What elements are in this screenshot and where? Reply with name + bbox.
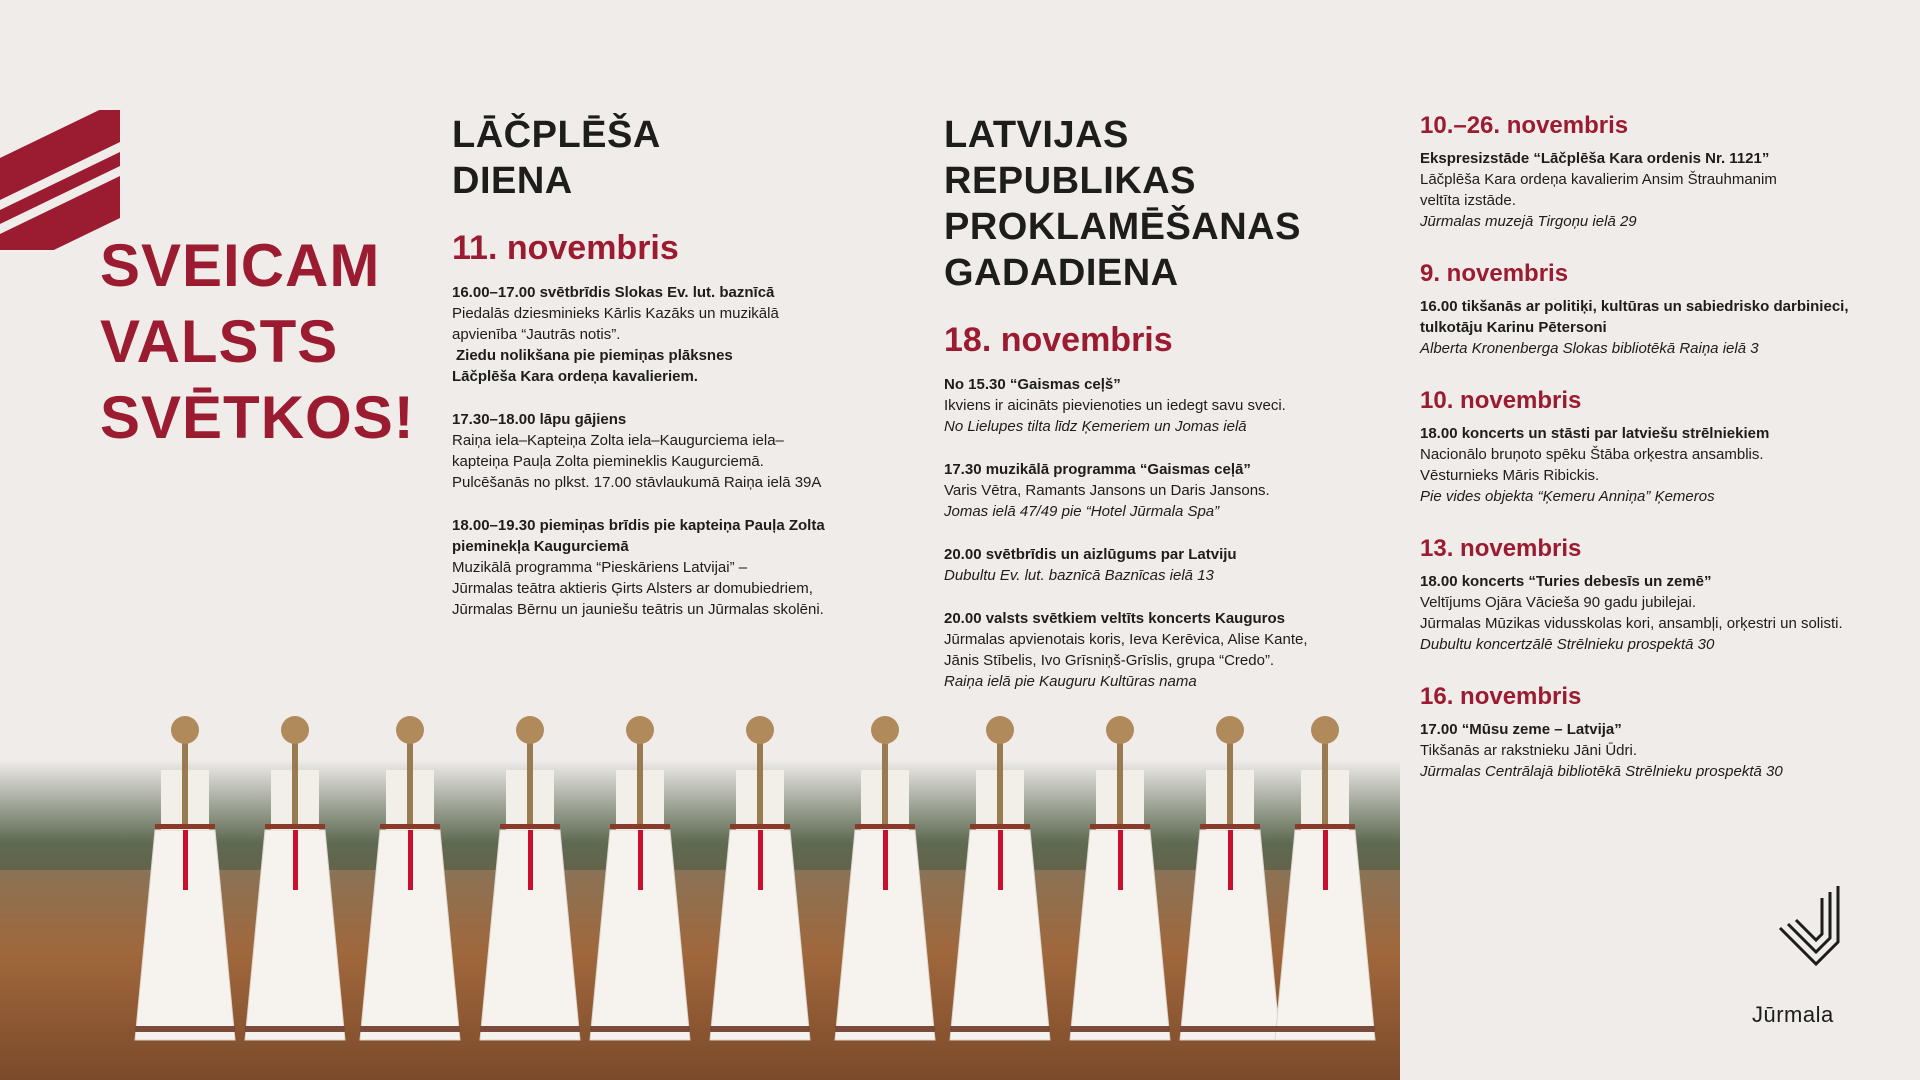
event-text: Jūrmalas Bērnu un jauniešu teātris un Jūrmalas skolēni.	[452, 601, 824, 618]
greeting-line: SVEICAM	[100, 232, 381, 299]
event-text: apvienība “Jautrās notis”.	[452, 326, 621, 343]
event-title: 18.00 koncerts un stāsti par latviešu strēlniekiem	[1420, 425, 1770, 442]
event-location: Raiņa ielā pie Kauguru Kultūras nama	[944, 673, 1197, 690]
greeting-heading	[100, 228, 415, 456]
event-item	[944, 374, 1364, 437]
column-title	[452, 112, 852, 204]
event-item	[452, 282, 852, 387]
event-item	[944, 544, 1364, 586]
logo-text: Jūrmala	[1752, 1002, 1834, 1027]
column-title	[944, 112, 1364, 296]
title-line: LATVIJAS REPUBLIKAS	[944, 114, 1197, 202]
event-text: Nacionālo bruņoto spēku Štāba orķestra ansamblis.	[1420, 446, 1764, 463]
folk-girl-figure	[710, 716, 810, 1040]
event-location: Jomas ielā 47/49 pie “Hotel Jūrmala Spa”	[944, 503, 1220, 520]
event-title: 20.00 valsts svētkiem veltīts koncerts Kauguros	[944, 610, 1286, 627]
event-item	[1420, 112, 1890, 232]
event-date: 10. novembris	[1420, 387, 1582, 414]
title-line: DIENA	[452, 160, 573, 202]
event-title: 18.00–19.30 piemiņas brīdis pie kapteiņa Pauļa Zolta pieminekļa Kaugurciemā	[452, 517, 825, 555]
event-item	[944, 608, 1364, 692]
event-item	[944, 459, 1364, 522]
event-text: Varis Vētra, Ramants Jansons un Daris Jansons.	[944, 482, 1270, 499]
event-title: 17.30–18.00 lāpu gājiens	[452, 411, 627, 428]
event-text: Jūrmalas teātra aktieris Ģirts Alsters ar domubiedriem,	[452, 580, 813, 597]
event-location: Pie vides objekta “Ķemeru Anniņa” Ķemeros	[1420, 488, 1715, 505]
event-location: Dubultu koncertzālē Strēlnieku prospektā 30	[1420, 636, 1715, 653]
jurmala-logo-icon	[1776, 884, 1856, 970]
event-text: Pulcēšanās no plkst. 17.00 stāvlaukumā Raiņa ielā 39A	[452, 474, 822, 491]
folk-girl-figure	[135, 716, 235, 1040]
event-text: Vēsturnieks Māris Ribickis.	[1420, 467, 1600, 484]
event-text: Jūrmalas Mūzikas vidusskolas kori, ansambļi, orķestri un solisti.	[1420, 615, 1843, 632]
event-title: 20.00 svētbrīdis un aizlūgums par Latviju	[944, 546, 1237, 563]
event-title: 16.00–17.00 svētbrīdis Slokas Ev. lut. baznīcā	[452, 284, 775, 301]
event-date: 11. novembris	[452, 229, 679, 267]
event-title: 18.00 koncerts “Turies debesīs un zemē”	[1420, 573, 1712, 590]
event-text: Piedalās dziesminieks Kārlis Kazāks un muzikālā	[452, 305, 779, 322]
event-date: 10.–26. novembris	[1420, 112, 1629, 139]
event-text: Ikviens ir aicināts pievienoties un iedegt savu sveci.	[944, 397, 1286, 414]
event-location: Jūrmalas Centrālajā bibliotēkā Strēlnieku prospektā 30	[1420, 763, 1783, 780]
event-text: Veltījums Ojāra Vācieša 90 gadu jubilejai.	[1420, 594, 1696, 611]
other-events-column	[1420, 112, 1890, 810]
folk-girl-figure	[590, 716, 690, 1040]
event-item	[1420, 535, 1890, 655]
event-text: Jānis Stībelis, Ivo Grīsniņš-Grīslis, grupa “Credo”.	[944, 652, 1275, 669]
greeting-line: SVĒTKOS!	[100, 384, 415, 451]
folk-girl-figure	[1180, 716, 1280, 1040]
event-location: Alberta Kronenberga Slokas bibliotēkā Raiņa ielā 3	[1420, 340, 1759, 357]
title-line: GADADIENA	[944, 252, 1179, 294]
event-text: Lāčplēša Kara ordeņa kavalierim Ansim Štrauhmanim	[1420, 171, 1777, 188]
event-text: Muzikālā programma “Pieskāriens Latvijai” –	[452, 559, 748, 576]
event-title: 17.30 muzikālā programma “Gaismas ceļā”	[944, 461, 1251, 478]
event-text: kapteiņa Pauļa Zolta piemineklis Kaugurciemā.	[452, 453, 764, 470]
lacplesa-column	[452, 112, 852, 642]
event-item	[1420, 683, 1890, 782]
event-title: 17.00 “Mūsu zeme – Latvija”	[1420, 721, 1622, 738]
greeting-line: VALSTS	[100, 308, 339, 375]
folk-girl-figure	[245, 716, 345, 1040]
event-item	[1420, 387, 1890, 507]
event-location: Jūrmalas muzejā Tirgoņu ielā 29	[1420, 213, 1637, 230]
folk-girl-figure	[1070, 716, 1170, 1040]
folk-girl-figure	[360, 716, 460, 1040]
event-title: No 15.30 “Gaismas ceļš”	[944, 376, 1121, 393]
event-title: Ekspresizstāde “Lāčplēša Kara ordenis Nr. 1121”	[1420, 150, 1770, 167]
folk-girl-figure	[950, 716, 1050, 1040]
event-item	[452, 515, 852, 620]
event-date: 16. novembris	[1420, 683, 1582, 710]
event-title: 16.00 tikšanās ar politiķi, kultūras un sabiedrisko darbinieci, tulkotāju Karinu Pētersoni	[1420, 298, 1849, 336]
title-line: PROKLAMĒŠANAS	[944, 206, 1301, 248]
event-location: Dubultu Ev. lut. baznīcā Baznīcas ielā 13	[944, 567, 1214, 584]
folk-girl-figure	[1275, 716, 1375, 1040]
folk-costume-photo	[0, 700, 1400, 1080]
event-date: 9. novembris	[1420, 260, 1569, 287]
proclamation-column	[944, 112, 1364, 714]
event-title: Lāčplēša Kara ordeņa kavalieriem.	[452, 368, 698, 385]
title-line: LĀČPLĒŠA	[452, 114, 661, 156]
event-location: No Lielupes tilta līdz Ķemeriem un Jomas ielā	[944, 418, 1247, 435]
folk-girl-figure	[835, 716, 935, 1040]
event-item	[1420, 260, 1890, 359]
event-item	[452, 409, 852, 493]
girls-illustration	[0, 700, 1400, 1080]
event-text: Raiņa iela–Kapteiņa Zolta iela–Kaugurciema iela–	[452, 432, 784, 449]
event-text: veltīta izstāde.	[1420, 192, 1516, 209]
event-title: Ziedu nolikšana pie piemiņas plāksnes	[456, 347, 733, 364]
event-text: Tikšanās ar rakstnieku Jāni Ūdri.	[1420, 742, 1638, 759]
event-date: 18. novembris	[944, 321, 1173, 359]
folk-girl-figure	[480, 716, 580, 1040]
event-date: 13. novembris	[1420, 535, 1582, 562]
event-text: Jūrmalas apvienotais koris, Ieva Kerēvica, Alise Kante,	[944, 631, 1308, 648]
